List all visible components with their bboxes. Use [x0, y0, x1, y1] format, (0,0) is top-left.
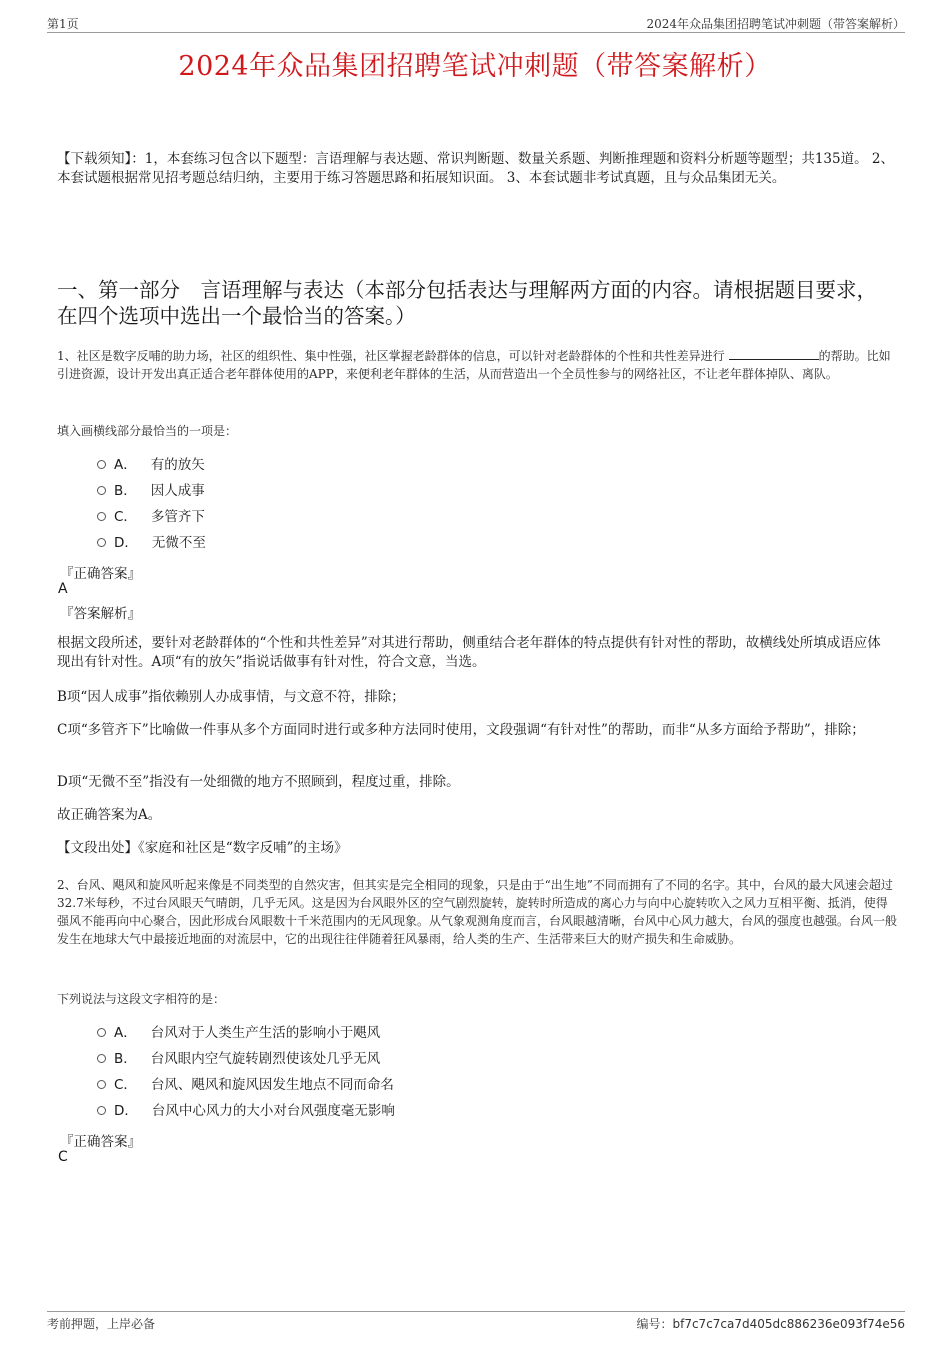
option-letter: C．: [114, 509, 137, 525]
analysis-paragraph: D项“无微不至”指没有一处细微的地方不照顾到，程度过重，排除。: [57, 774, 460, 790]
question-1-option-b[interactable]: [97, 482, 205, 500]
option-letter: A．: [114, 1025, 137, 1041]
option-text: 台风中心风力的大小对台风强度毫无影响: [151, 1103, 395, 1119]
option-text: 台风眼内空气旋转剧烈使该处几乎无风: [150, 1051, 381, 1067]
question-1-prompt: 填入画横线部分最恰当的一项是：: [57, 424, 238, 438]
page-header: [47, 14, 905, 33]
question-2-text: 2、台风、飓风和旋风听起来像是不同类型的自然灾害，但其实是完全相同的现象，只是由于“出生地”不同而拥有了不同的名字。其中，台风的最大风速会超过32.7米每秒，不过台风眼天气晴朗，几乎无风。这是因为台风眼外区的空气剧烈旋转，旋转时所造成的离心力与向中心旋转吹入之风力互相平衡、抵消，使得强风不能再向中心聚合，因此形成台风眼数十千米范围内的无风现象。从气象观测角度而言，台风眼越清晰，台风中心风力越大，台风的强度也越强。台风一般发生在地球大气中最接近地面的对流层中，它的出现往往伴随着狂风暴雨，给人类的生产、生活带来巨大的财产损失和生命威胁。: [57, 878, 898, 946]
radio-button-icon[interactable]: [97, 512, 106, 521]
question-1-option-a[interactable]: [97, 456, 205, 474]
option-letter: C．: [114, 1077, 137, 1093]
question-1-answer-label: 『正确答案』: [60, 566, 141, 582]
question-1-text: [57, 347, 898, 383]
footer-code-value: bf7c7c7ca7d405dc886236e093f74e56: [672, 1317, 905, 1331]
question-2-answer: C: [58, 1149, 68, 1165]
question-2-option-d[interactable]: [97, 1102, 395, 1120]
question-1-option-d[interactable]: [97, 534, 206, 552]
radio-button-icon[interactable]: [97, 1080, 106, 1089]
option-text: 有的放矢: [150, 457, 205, 473]
option-letter: D．: [114, 1103, 138, 1119]
document-title: 2024年众品集团招聘笔试冲刺题（带答案解析）: [178, 51, 772, 82]
radio-button-icon[interactable]: [97, 1106, 106, 1115]
question-2-option-c[interactable]: [97, 1076, 394, 1094]
option-text: 因人成事: [150, 483, 205, 499]
radio-button-icon[interactable]: [97, 538, 106, 547]
question-2-answer-label: 『正确答案』: [60, 1134, 141, 1150]
footer-slogan: 考前押题，上岸必备: [47, 1317, 156, 1331]
footer-divider: [47, 1311, 905, 1312]
option-text: 无微不至: [151, 535, 206, 551]
radio-button-icon[interactable]: [97, 486, 106, 495]
question-2-prompt: 下列说法与这段文字相符的是：: [57, 992, 226, 1006]
analysis-paragraph: 故正确答案为A。: [57, 807, 162, 823]
radio-button-icon[interactable]: [97, 1028, 106, 1037]
option-text: 多管齐下: [150, 509, 205, 525]
option-text: 台风对于人类生产生活的影响小于飓风: [150, 1025, 381, 1041]
radio-button-icon[interactable]: [97, 460, 106, 469]
footer-code: [636, 1315, 905, 1332]
analysis-paragraph: C项“多管齐下”比喻做一件事从多个方面同时进行或多种方法同时使用，文段强调“有针对性”的帮助，而非“从多方面给予帮助”，排除；: [57, 722, 865, 738]
question-1-option-c[interactable]: [97, 508, 205, 526]
question-1-text-after: 的帮助。比如引进资源，设计开发出真正适合老年群体使用的APP，来便利老年群体的生活，从而营造出一个全员性参与的网络社区，不让老年群体掉队、离队。: [57, 349, 891, 381]
option-letter: D．: [114, 535, 138, 551]
option-letter: A．: [114, 457, 137, 473]
section-heading: 一、第一部分 言语理解与表达（本部分包括表达与理解两方面的内容。请根据题目要求，在四个选项中选出一个最恰当的答案。）: [57, 278, 877, 328]
source-citation: 【文段出处】《家庭和社区是“数字反哺”的主场》: [57, 840, 348, 856]
question-1-answer: A: [58, 581, 68, 597]
option-letter: B．: [114, 483, 137, 499]
header-doc-title: 2024年众品集团招聘笔试冲刺题（带答案解析）: [646, 17, 905, 31]
question-2-option-b[interactable]: [97, 1050, 380, 1068]
option-text: 台风、飓风和旋风因发生地点不同而命名: [150, 1077, 394, 1093]
analysis-paragraph: 根据文段所述，要针对老龄群体的“个性和共性差异”对其进行帮助，侧重结合老年群体的特点提供有针对性的帮助，故横线处所填成语应体现出有针对性。A项“有的放矢”指说话做事有针对性，符合文意，当选。: [57, 635, 881, 670]
radio-button-icon[interactable]: [97, 1054, 106, 1063]
footer-code-label: 编号：: [636, 1317, 673, 1331]
download-notice: 【下载须知】：1，本套练习包含以下题型：言语理解与表达题、常识判断题、数量关系题、判断推理题和资料分析题等题型；共135道。 2、本套试题根据常见招考题总结归纳，主要用于练习答题思路和拓展知识面。 3、本套试题非考试真题，且与众品集团无关。: [57, 151, 894, 186]
question-1-analysis-label: 『答案解析』: [60, 606, 141, 622]
question-2-option-a[interactable]: [97, 1024, 380, 1042]
question-1-blank: [729, 359, 819, 360]
analysis-paragraph: B项“因人成事”指依赖别人办成事情，与文意不符，排除；: [57, 689, 405, 705]
option-letter: B．: [114, 1051, 137, 1067]
question-1-text-before: 1、社区是数字反哺的助力场，社区的组织性、集中性强，社区掌握老龄群体的信息，可以针对老龄群体的个性和共性差异进行: [57, 349, 725, 363]
page-number: 第1页: [47, 17, 79, 31]
